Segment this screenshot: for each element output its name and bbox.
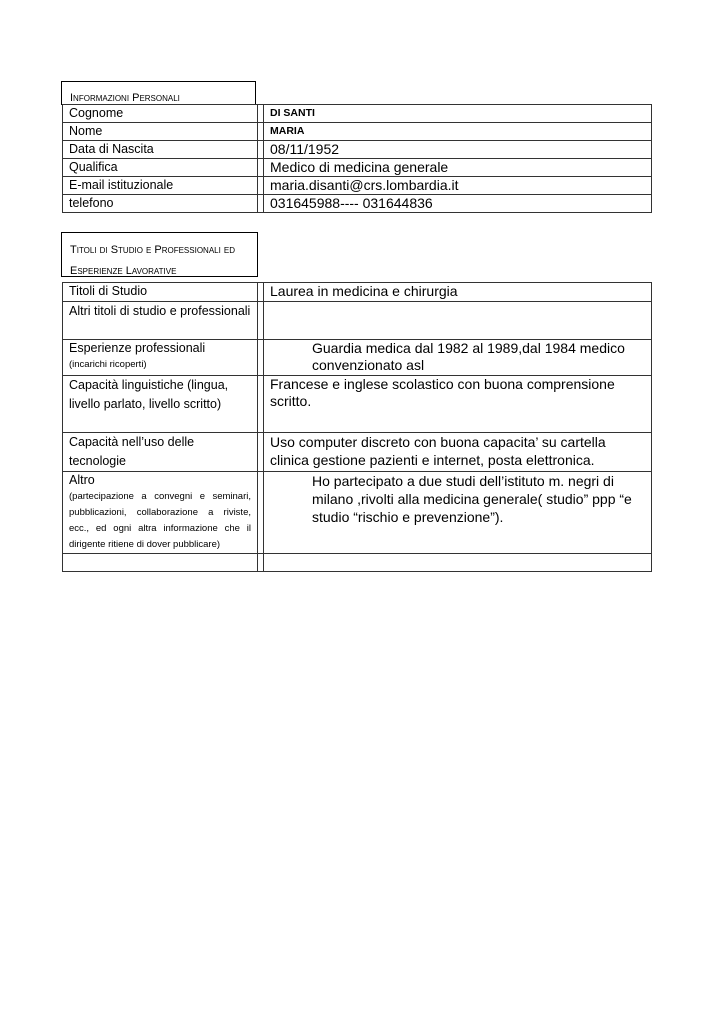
field-value: Guardia medica dal 1982 al 1989,dal 1984 medico convenzionato asl	[264, 340, 652, 376]
table-row	[63, 472, 652, 554]
personal-info-table	[62, 104, 652, 213]
personal-info-header	[61, 81, 256, 105]
field-value: DI SANTI	[264, 105, 652, 123]
field-label-cell	[63, 340, 258, 376]
table-row	[63, 123, 652, 141]
field-label: Qualifica	[63, 159, 258, 177]
field-value: 031645988---- 031644836	[264, 195, 652, 213]
table-row	[63, 433, 652, 472]
field-label: Altri titoli di studio e professionali	[63, 302, 258, 340]
field-value: Uso computer discreto con buona capacita’ su cartella clinica gestione pazienti e internet, posta elettronica.	[264, 433, 652, 472]
personal-info-title: Informazioni Personali	[70, 92, 180, 104]
field-value: maria.disanti@crs.lombardia.it	[264, 177, 652, 195]
field-value	[264, 302, 652, 340]
education-title-line1: Titoli di Studio e Professionali ed	[70, 244, 235, 256]
field-label: Capacità linguistiche (lingua, livello parlato, livello scritto)	[63, 376, 258, 433]
field-label: telefono	[63, 195, 258, 213]
field-value: Laurea in medicina e chirurgia	[264, 283, 652, 302]
table-row	[63, 141, 652, 159]
field-label: Altro	[69, 473, 95, 487]
field-value: Medico di medicina generale	[264, 159, 652, 177]
table-row	[63, 340, 652, 376]
field-value: MARIA	[264, 123, 652, 141]
field-label: Data di Nascita	[63, 141, 258, 159]
field-label: E-mail istituzionale	[63, 177, 258, 195]
table-row	[63, 302, 652, 340]
field-label: Esperienze professionali	[69, 341, 206, 355]
field-note: (incarichi ricoperti)	[69, 359, 147, 370]
education-experience-header	[61, 232, 258, 277]
field-value: Francese e inglese scolastico con buona comprensione scritto.	[264, 376, 652, 433]
table-row	[63, 554, 652, 572]
table-row	[63, 283, 652, 302]
table-row	[63, 376, 652, 433]
table-row	[63, 195, 652, 213]
education-title-line2: Esperienze Lavorative	[70, 265, 177, 277]
education-experience-table	[62, 282, 652, 572]
table-row	[63, 105, 652, 123]
field-value: Ho partecipato a due studi dell’istituto m. negri di milano ,rivolti alla medicina generale( studio” ppp “e studio “rischio e prevenzione”).	[264, 472, 652, 554]
field-label-cell	[63, 472, 258, 554]
table-row	[63, 177, 652, 195]
field-value: 08/11/1952	[264, 141, 652, 159]
field-label: Capacità nell’uso delle tecnologie	[63, 433, 258, 472]
table-row	[63, 159, 652, 177]
field-label: Cognome	[63, 105, 258, 123]
field-label: Nome	[63, 123, 258, 141]
field-note: (partecipazione a convegni e seminari, pubblicazioni, collaborazione a riviste, ecc., ed ogni altra informazione che il dirigente ritiene di dover pubblicare)	[69, 491, 251, 550]
field-label: Titoli di Studio	[63, 283, 258, 302]
